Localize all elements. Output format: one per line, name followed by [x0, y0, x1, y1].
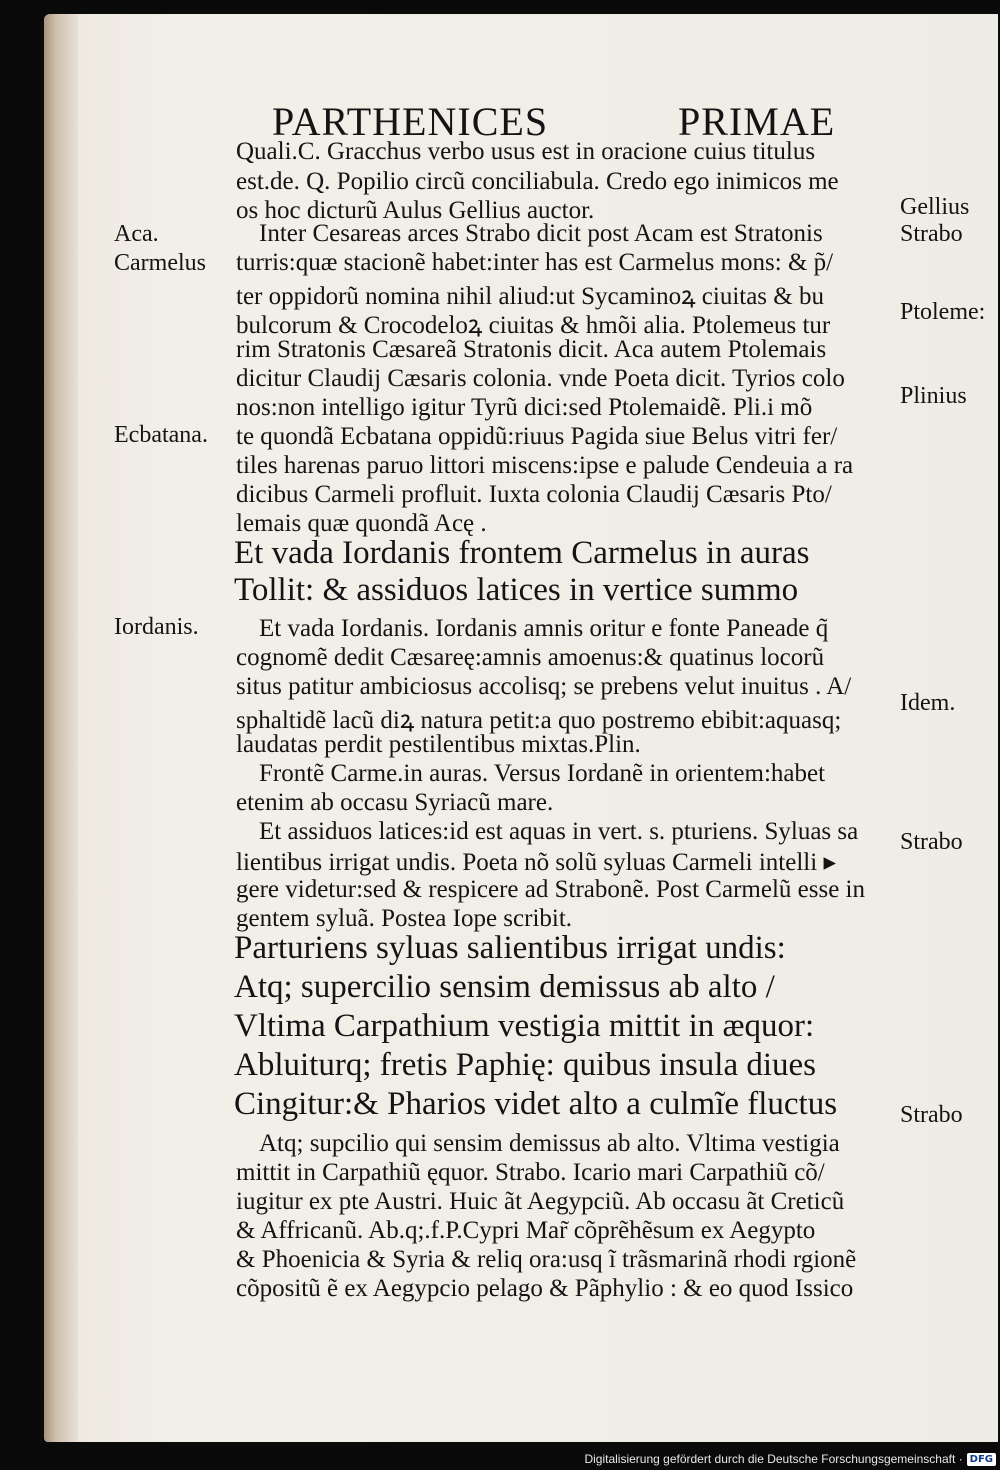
margin-note-right: Idem.	[900, 690, 956, 716]
funding-notice: Digitalisierung gefördert durch die Deutsche Forschungsgemeinschaft ·	[584, 1452, 963, 1466]
verse-line: Cingitur:& Pharios videt alto a culmĩe fluctus	[234, 1086, 838, 1122]
body-line: lemais quæ quondã Acę .	[236, 510, 487, 537]
body-line: gentem syluã. Postea Iope scribit.	[236, 905, 573, 932]
margin-note-right: Strabo	[900, 829, 963, 855]
body-line: te quondã Ecbatana oppidũ:riuus Pagida siue Belus vitri fer/	[236, 423, 838, 450]
body-line: Frontẽ Carme.in auras. Versus Iordanẽ in orientem:habet	[259, 760, 826, 787]
margin-note-left: Carmelus	[114, 250, 206, 276]
body-line: Quali.C. Gracchus verbo usus est in oracione cuius titulus	[236, 138, 816, 165]
page-edge	[44, 14, 78, 1442]
body-line: Atq; supcilio qui sensim demissus ab alto. Vltima vestigia	[259, 1130, 840, 1157]
body-line: cõpositũ ẽ ex Aegypcio pelago & Pãphylio : & eo quod Issico	[236, 1275, 854, 1302]
body-line: gere videtur:sed & respicere ad Strabonẽ. Post Carmelũ esse in	[236, 876, 865, 903]
running-header-right: PRIMAE	[678, 99, 836, 144]
body-line: etenim ab occasu Syriacũ mare.	[236, 789, 554, 816]
body-line: & Affricanũ. Ab.q;.f.P.Cypri Mar̃ cõprẽhẽsum ex Aegypto	[236, 1217, 816, 1244]
body-line: est.de. Q. Popilio circũ conciliabula. Credo ego inimicos me	[236, 168, 839, 195]
body-line: Et assiduos latices:id est aquas in vert. s. pturiens. Syluas sa	[259, 818, 859, 845]
running-header-left: PARTHENICES	[272, 99, 549, 144]
margin-note-right: Gellius	[900, 194, 970, 220]
body-line: situs patitur ambiciosus accolisq; se prebens velut inuitus . A/	[236, 673, 852, 700]
body-line: & Phoenicia & Syria & reliq ora:usq ĩ trãsmarinã rhodi rgionẽ	[236, 1246, 857, 1273]
margin-note-left: Iordanis.	[114, 614, 199, 640]
body-line: Inter Cesareas arces Strabo dicit post Acam est Stratonis	[259, 220, 823, 247]
body-line: nos:non intelligo igitur Tyrũ dici:sed Ptolemaidẽ. Pli.i mõ	[236, 394, 813, 421]
footer	[584, 1452, 996, 1466]
margin-note-left: Aca.	[114, 221, 159, 247]
body-line: ter oppidorũ nomina nihil aliud:ut Sycaminoꝝ ciuitas & bu	[236, 283, 824, 310]
book-page	[44, 14, 998, 1442]
body-line: iugitur ex pte Austri. Huic ãt Aegypciũ. Ab occasu ãt Creticũ	[236, 1188, 845, 1215]
body-line: tiles harenas paruo littori miscens:ipse e palude Cendeuia a ra	[236, 452, 854, 479]
body-line: sphaltidẽ lacũ diꝝ natura petit:a quo postremo ebibit:aquasq;	[236, 707, 842, 734]
verse-line: Vltima Carpathium vestigia mittit in æquor:	[234, 1008, 815, 1044]
body-line: bulcorum & Crocodeloꝝ ciuitas & hmõi alia. Ptolemeus tur	[236, 312, 831, 339]
margin-note-right: Ptoleme:	[900, 299, 986, 325]
verse-line: Parturiens syluas salientibus irrigat undis:	[234, 930, 786, 966]
body-line: cognomẽ dedit Cæsareę:amnis amoenus:& quatinus locorũ	[236, 644, 825, 671]
verse-line: Et vada Iordanis frontem Carmelus in auras	[234, 535, 810, 571]
margin-note-left: Ecbatana.	[114, 422, 208, 448]
margin-note-right: Strabo	[900, 221, 963, 247]
body-line: mittit in Carpathiũ ęquor. Strabo. Icario mari Carpathiũ cõ/	[236, 1159, 825, 1186]
body-line: turris:quæ stacionẽ habet:inter has est Carmelus mons: & p̃/	[236, 249, 834, 276]
body-line: dicitur Claudij Cæsaris colonia. vnde Poeta dicit. Tyrios colo	[236, 365, 845, 392]
body-line: dicibus Carmeli profluit. Iuxta colonia Claudij Cæsaris Pto/	[236, 481, 832, 508]
verse-line: Atq; supercilio sensim demissus ab alto /	[234, 969, 775, 1005]
margin-note-right: Strabo	[900, 1102, 963, 1128]
body-line: os hoc dicturũ Aulus Gellius auctor.	[236, 197, 595, 224]
verse-line: Tollit: & assiduos latices in vertice summo	[234, 572, 799, 608]
body-line: rim Stratonis Cæsareã Stratonis dicit. Aca autem Ptolemais	[236, 336, 827, 363]
body-line: lientibus irrigat undis. Poeta nõ solũ syluas Carmeli intelli ▸	[236, 849, 836, 876]
margin-note-right: Plinius	[900, 383, 967, 409]
verse-line: Abluiturq; fretis Paphię: quibus insula diues	[234, 1047, 817, 1083]
body-line: laudatas perdit pestilentibus mixtas.Plin.	[236, 731, 641, 758]
dfg-logo: DFG	[967, 1453, 996, 1466]
body-line: Et vada Iordanis. Iordanis amnis oritur e fonte Paneade q̃	[259, 615, 829, 642]
